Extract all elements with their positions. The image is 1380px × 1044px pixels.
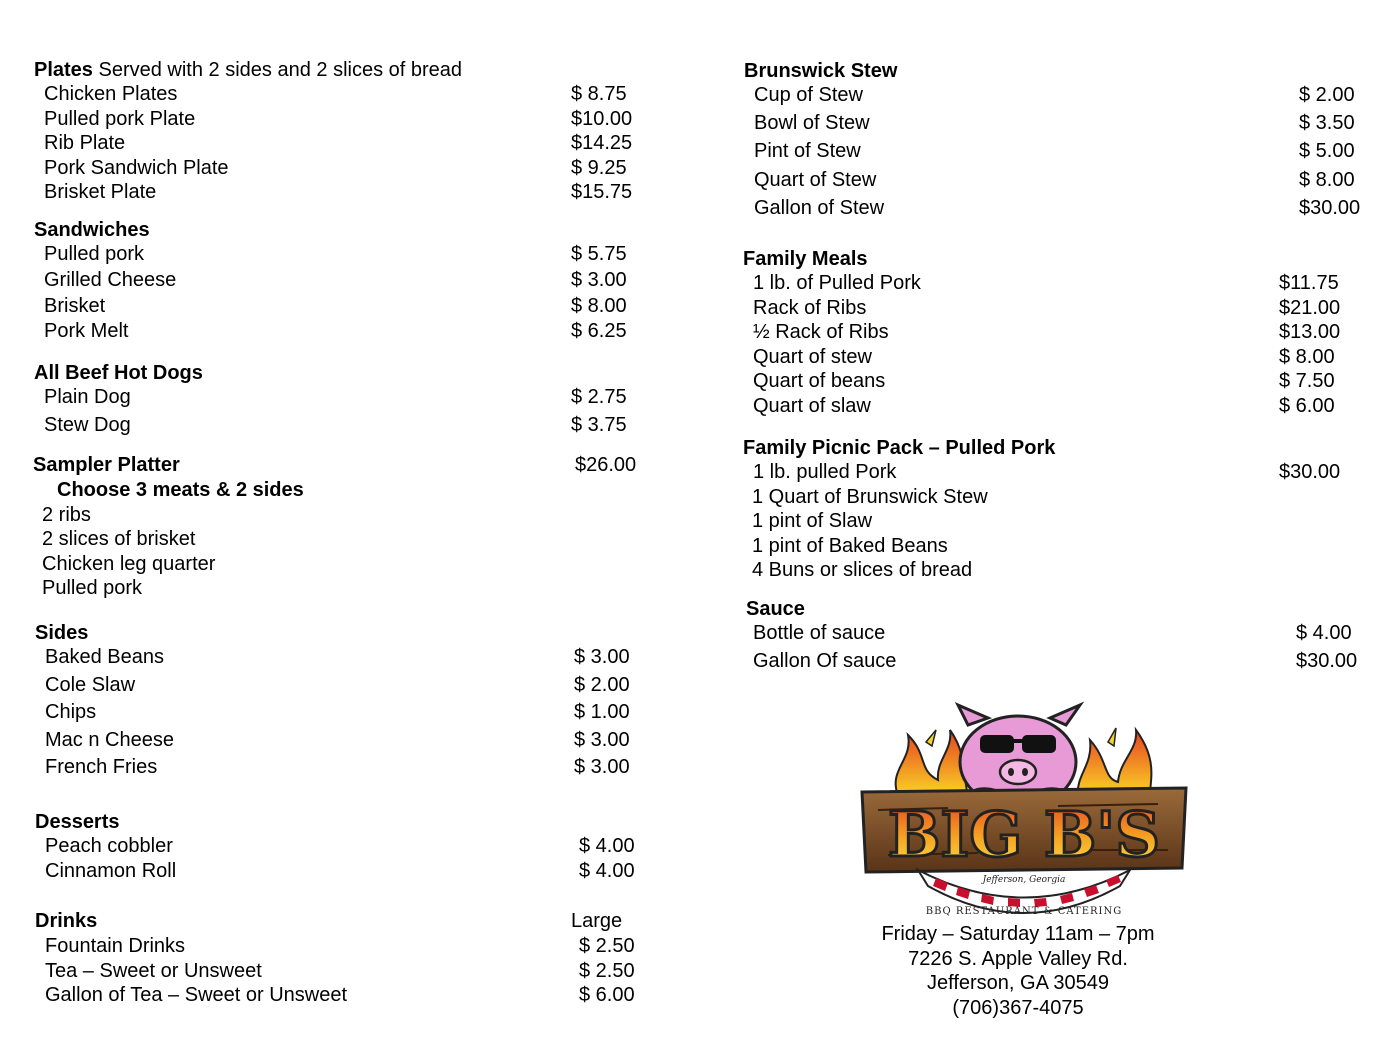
item-name: Mac n Cheese [45, 728, 174, 751]
item-name: Quart of stew [753, 345, 872, 368]
stew-heading: Brunswick Stew [744, 60, 898, 82]
menu-item [746, 649, 1372, 674]
item-name: Rack of Ribs [753, 296, 867, 319]
desserts-section [35, 810, 675, 883]
item-price: $ 2.00 [574, 673, 630, 696]
logo-brand-text: BIG B'S [887, 798, 1161, 871]
item-name: Pint of Stew [754, 140, 861, 162]
picnic-pack-item: 1 Quart of Brunswick Stew [752, 485, 988, 508]
item-name: Stew Dog [44, 414, 131, 436]
item-name: 1 lb. pulled Pork [753, 461, 897, 483]
item-name: Bottle of sauce [753, 622, 886, 644]
item-name: Fountain Drinks [45, 935, 186, 957]
plates-heading: Plates Served with 2 sides and 2 slices of bread [34, 59, 463, 81]
item-price: $ 8.75 [571, 83, 627, 105]
logo-graphic [858, 700, 1190, 922]
big-bs-logo [858, 700, 1190, 922]
sampler-option: 2 slices of brisket [42, 528, 196, 550]
picnic-pack-item: 1 pint of Slaw [752, 510, 873, 532]
item-name: Quart of Stew [754, 169, 877, 191]
menu-item [35, 983, 675, 1008]
stew-section [744, 59, 1370, 221]
item-price: $ 3.00 [574, 728, 630, 751]
menu-item [744, 111, 1370, 139]
city-text: Jefferson, GA 30549 [927, 972, 1109, 994]
item-price: $ 8.00 [571, 295, 627, 317]
item-price: $10.00 [571, 107, 633, 130]
menu-item [743, 369, 1369, 394]
menu-item [744, 168, 1370, 196]
drinks-heading-row [35, 909, 675, 934]
item-name: Cinnamon Roll [45, 859, 177, 882]
picnic-pack-item: 1 pint of Baked Beans [752, 534, 948, 557]
item-name: Pulled pork Plate [44, 107, 196, 130]
item-price: $13.00 [1279, 321, 1341, 343]
sampler-price: $26.00 [575, 454, 637, 476]
sampler-option: Chicken leg quarter [42, 552, 216, 575]
item-name: French Fries [45, 756, 158, 778]
address-text: 7226 S. Apple Valley Rd. [908, 947, 1128, 970]
item-name: Pulled pork [44, 243, 145, 265]
logo-location-text: Jefferson, Georgia [982, 875, 1066, 885]
item-name: 1 lb. of Pulled Pork [753, 272, 921, 294]
item-price: $ 9.25 [571, 156, 627, 179]
item-name: Chips [45, 701, 97, 723]
drinks-size-label: Large [571, 910, 623, 932]
menu-item [743, 271, 1369, 296]
menu-item [35, 859, 675, 884]
item-name: Peach cobbler [45, 835, 173, 857]
menu-item [34, 413, 674, 438]
item-price: $30.00 [1299, 197, 1361, 219]
item-name: Gallon of Tea – Sweet or Unsweet [45, 984, 348, 1006]
item-name: Gallon of Stew [754, 197, 885, 219]
menu-item [744, 83, 1370, 111]
menu-item [743, 296, 1369, 321]
item-price: $ 6.25 [571, 319, 627, 342]
menu-item [35, 934, 675, 959]
item-name: ½ Rack of Ribs [753, 321, 889, 343]
menu-item [35, 700, 675, 728]
sampler-section [33, 453, 673, 601]
menu-item [34, 268, 674, 294]
item-price: $21.00 [1279, 296, 1341, 319]
menu-item [35, 834, 675, 859]
sandwiches-section [34, 218, 674, 343]
item-name: Chicken Plates [44, 83, 178, 105]
item-price: $ 2.50 [579, 959, 635, 982]
item-price: $ 7.50 [1279, 370, 1335, 392]
sampler-option: 2 ribs [42, 503, 91, 526]
menu-item [34, 319, 674, 344]
menu-item [35, 645, 675, 673]
menu-item [34, 131, 674, 156]
sampler-heading: Sampler Platter [33, 454, 180, 476]
item-price: $ 6.00 [1279, 394, 1335, 417]
picnic-pack-item: 4 Buns or slices of bread [752, 559, 973, 581]
item-price: $ 1.00 [574, 701, 630, 723]
menu-item [743, 320, 1369, 345]
menu-item [34, 385, 674, 413]
item-name: Cup of Stew [754, 84, 863, 106]
item-name: Pork Melt [44, 319, 129, 342]
item-name: Gallon Of sauce [753, 650, 897, 672]
item-price: $ 4.00 [579, 859, 635, 882]
sides-section [35, 621, 675, 780]
plates-subtitle: Served with 2 sides and 2 slices of bread [92, 59, 463, 81]
item-price: $ 5.00 [1299, 140, 1355, 162]
item-price: $ 3.75 [571, 414, 627, 436]
item-name: Tea – Sweet or Unsweet [45, 959, 262, 982]
menu-item [35, 728, 675, 756]
sauce-heading: Sauce [746, 598, 805, 620]
menu-item [34, 107, 674, 132]
sampler-heading-row [33, 453, 673, 478]
sauce-section [746, 597, 1372, 674]
item-price: $ 3.50 [1299, 112, 1355, 134]
picnic-pack-heading: Family Picnic Pack – Pulled Pork [743, 437, 1056, 459]
drinks-heading: Drinks [35, 910, 98, 932]
hotdogs-heading: All Beef Hot Dogs [34, 362, 203, 384]
picnic-pack-price: $30.00 [1279, 461, 1341, 483]
item-price: $ 6.00 [579, 984, 635, 1006]
item-name: Brisket Plate [44, 181, 157, 203]
sandwiches-heading: Sandwiches [34, 219, 150, 241]
menu-item [744, 196, 1370, 221]
item-name: Quart of slaw [753, 394, 871, 417]
sides-heading: Sides [35, 622, 89, 644]
item-price: $ 4.00 [1296, 622, 1352, 644]
item-price: $ 4.00 [579, 835, 635, 857]
sampler-instructions: Choose 3 meats & 2 sides [57, 479, 304, 501]
item-price: $ 3.00 [571, 269, 627, 291]
plates-section [34, 58, 674, 205]
menu-item [35, 673, 675, 701]
logo-tagline-text: BBQ RESTAURANT & CATERING [925, 906, 1123, 917]
item-price: $ 3.00 [574, 756, 630, 778]
item-name: Plain Dog [44, 386, 131, 408]
item-price: $ 8.00 [1299, 169, 1355, 191]
item-name: Cole Slaw [45, 673, 136, 696]
menu-item [34, 242, 674, 268]
item-name: Pork Sandwich Plate [44, 156, 229, 179]
menu-item [743, 345, 1369, 370]
item-price: $ 8.00 [1279, 345, 1335, 368]
menu-item [34, 180, 674, 205]
sampler-option: Pulled pork [42, 577, 143, 599]
item-price: $30.00 [1296, 650, 1358, 672]
menu-item [743, 460, 1369, 485]
menu-item [743, 394, 1369, 419]
menu-item [34, 294, 674, 319]
menu-item [746, 621, 1372, 649]
item-name: Bowl of Stew [754, 112, 870, 134]
item-price: $14.25 [571, 132, 633, 154]
item-name: Grilled Cheese [44, 269, 177, 291]
item-name: Baked Beans [45, 646, 164, 668]
item-name: Rib Plate [44, 132, 126, 154]
item-price: $ 2.00 [1299, 84, 1355, 106]
item-name: Quart of beans [753, 370, 886, 392]
menu-item [35, 755, 675, 780]
menu-item [744, 139, 1370, 168]
item-price: $ 3.00 [574, 646, 630, 668]
desserts-heading: Desserts [35, 811, 120, 833]
picnic-pack-section [743, 436, 1369, 583]
phone-text: (706)367-4075 [952, 996, 1084, 1019]
family-meals-heading: Family Meals [743, 248, 868, 270]
item-price: $15.75 [571, 181, 633, 203]
hotdogs-section [34, 361, 674, 438]
hours-text: Friday – Saturday 11am – 7pm [881, 923, 1155, 945]
menu-item [34, 156, 674, 181]
item-name: Brisket [44, 295, 106, 317]
item-price: $ 5.75 [571, 243, 627, 265]
menu-item [34, 82, 674, 107]
family-meals-section [743, 247, 1369, 418]
item-price: $ 2.75 [571, 386, 627, 408]
item-price: $11.75 [1279, 272, 1339, 294]
drinks-section [35, 909, 675, 1008]
menu-item [35, 959, 675, 984]
item-price: $ 2.50 [579, 935, 635, 957]
contact-info [818, 922, 1218, 1020]
